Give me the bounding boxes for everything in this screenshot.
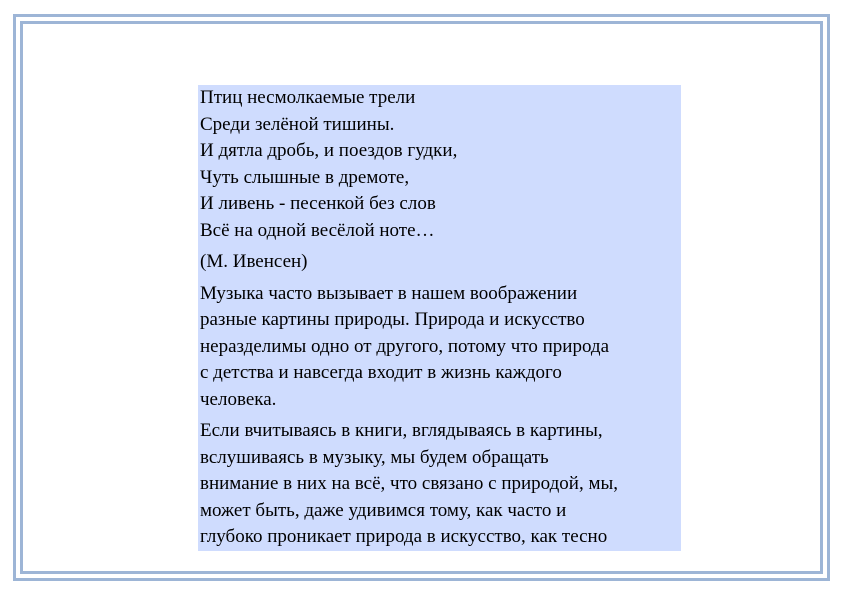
paragraph-line: вслушиваясь в музыку, мы будем обращать (200, 446, 549, 468)
poem-line: Среди зелёной тишины. (200, 113, 395, 135)
paragraph-line: Музыка часто вызывает в нашем воображении (200, 282, 578, 304)
poem-line: Чуть слышные в дремоте, (200, 166, 410, 188)
poem-author: (М. Ивенсен) (200, 251, 308, 272)
paragraph-line: с детства и навсегда входит в жизнь каждого (200, 362, 562, 383)
poem-line: И дятла дробь, и поездов гудки, (200, 140, 458, 161)
poem-line: И ливень - песенкой без слов (200, 193, 436, 214)
paragraph-line: внимание в них на всё, что связано с природой, мы, (200, 473, 618, 494)
paragraph-line: неразделимы одно от другого, потому что природа (200, 335, 610, 357)
text-block (198, 85, 681, 551)
poem-line: Всё на одной весёлой ноте… (200, 219, 435, 241)
paragraph-line: разные картины природы. Природа и искусство (200, 309, 585, 330)
paragraph-line: может быть, даже удивимся тому, как часто и (200, 499, 567, 521)
poem-line: Птиц несмолкаемые трели (200, 87, 416, 108)
paragraph-line: человека. (200, 388, 277, 410)
paragraph-1 (200, 281, 681, 414)
paragraph-2 (200, 418, 681, 551)
paragraph-line: Если вчитываясь в книги, вглядываясь в картины, (200, 420, 603, 441)
paragraph-line: глубоко проникает природа в искусство, как тесно (200, 526, 608, 547)
poem (200, 85, 681, 244)
